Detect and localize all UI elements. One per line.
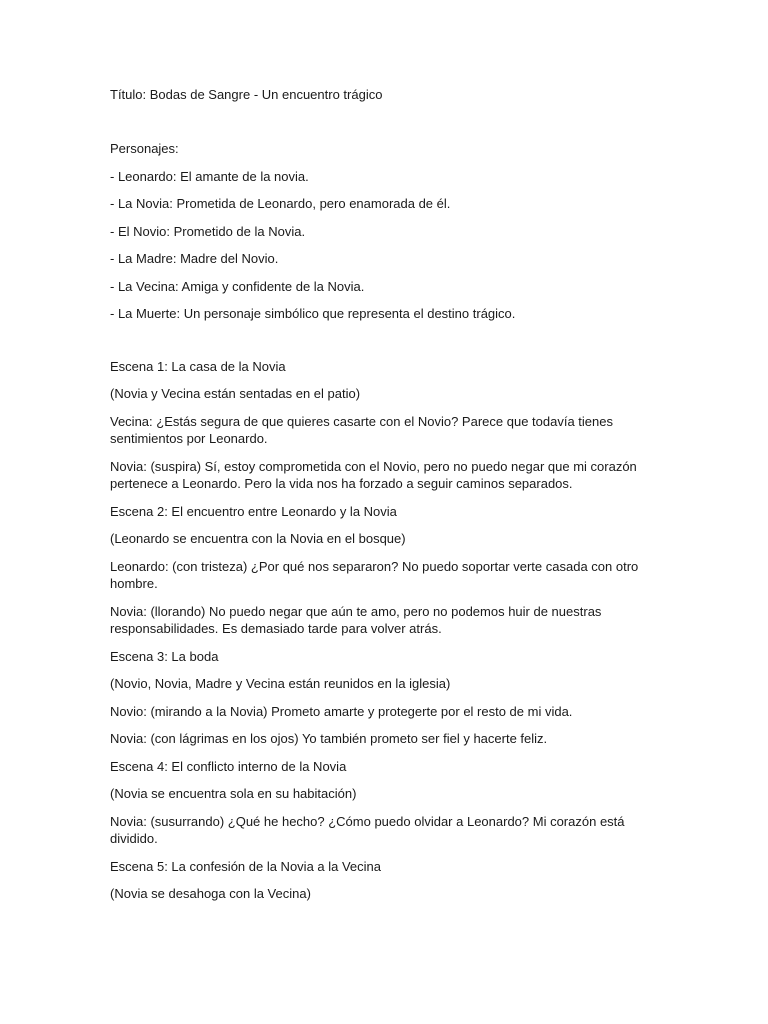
- spacer: [110, 875, 650, 885]
- spacer: [110, 638, 650, 648]
- scene-heading: Escena 5: La confesión de la Novia a la Vecina: [110, 858, 382, 874]
- character-item: - El Novio: Prometido de la Novia.: [110, 223, 306, 239]
- spacer: [110, 548, 650, 558]
- scene-heading: Escena 2: El encuentro entre Leonardo y la Novia: [110, 503, 397, 519]
- stage-direction: (Leonardo se encuentra con la Novia en el bosque): [110, 531, 406, 546]
- spacer: [110, 213, 650, 223]
- dialogue-line: Novia: (llorando) No puedo negar que aún te amo, pero no podemos huir de nuestras responsabilidades. Es demasiado tarde para volver atrás.: [110, 603, 602, 636]
- character-item: - La Vecina: Amiga y confidente de la Novia.: [110, 278, 365, 294]
- spacer: [110, 720, 650, 730]
- scene-heading: Escena 4: El conflicto interno de la Novia: [110, 758, 347, 774]
- spacer: [110, 748, 650, 758]
- dialogue-line: Novia: (susurrando) ¿Qué he hecho? ¿Cómo puedo olvidar a Leonardo? Mi corazón está dividido.: [110, 813, 625, 846]
- spacer: [110, 803, 650, 813]
- spacer: [110, 448, 650, 458]
- spacer: [110, 493, 650, 503]
- spacer: [110, 848, 650, 858]
- spacer: [110, 268, 650, 278]
- spacer: [110, 375, 650, 385]
- spacer: [110, 593, 650, 603]
- dialogue-line: Novia: (con lágrimas en los ojos) Yo también prometo ser fiel y hacerte feliz.: [110, 731, 548, 746]
- spacer: [110, 693, 650, 703]
- characters-list: [110, 168, 650, 323]
- spacer: [110, 665, 650, 675]
- stage-direction: (Novia se desahoga con la Vecina): [110, 886, 311, 901]
- spacer: [110, 158, 650, 168]
- character-item: - La Muerte: Un personaje simbólico que representa el destino trágico.: [110, 306, 516, 321]
- spacer: [110, 520, 650, 530]
- characters-heading: Personajes:: [110, 141, 179, 156]
- spacer: [110, 104, 650, 140]
- dialogue-line: Novio: (mirando a la Novia) Prometo amarte y protegerte por el resto de mi vida.: [110, 703, 573, 719]
- document-title: Título: Bodas de Sangre - Un encuentro trágico: [110, 87, 383, 102]
- spacer: [110, 185, 650, 195]
- dialogue-line: Leonardo: (con tristeza) ¿Por qué nos separaron? No puedo soportar verte casada con otro hombre.: [110, 558, 639, 591]
- character-item: - Leonardo: El amante de la novia.: [110, 168, 309, 184]
- spacer: [110, 403, 650, 413]
- stage-direction: (Novio, Novia, Madre y Vecina están reunidos en la iglesia): [110, 676, 451, 691]
- dialogue-line: Vecina: ¿Estás segura de que quieres casarte con el Novio? Parece que todavía tienes sentimientos por Leonardo.: [110, 413, 613, 446]
- stage-direction: (Novia se encuentra sola en su habitación): [110, 786, 357, 801]
- scene-heading: Escena 1: La casa de la Novia: [110, 358, 286, 374]
- scene-heading: Escena 3: La boda: [110, 648, 219, 664]
- dialogue-line: Novia: (suspira) Sí, estoy comprometida con el Novio, pero no puedo negar que mi corazón pertenece a Leonardo. Pero la vida nos ha forzado a seguir caminos separados.: [110, 458, 637, 491]
- stage-direction: (Novia y Vecina están sentadas en el patio): [110, 386, 361, 401]
- spacer: [110, 775, 650, 785]
- character-item: - La Madre: Madre del Novio.: [110, 251, 279, 266]
- spacer: [110, 240, 650, 250]
- character-item: - La Novia: Prometida de Leonardo, pero enamorada de él.: [110, 196, 451, 211]
- spacer: [110, 323, 650, 358]
- spacer: [110, 295, 650, 305]
- document-body: [110, 86, 650, 903]
